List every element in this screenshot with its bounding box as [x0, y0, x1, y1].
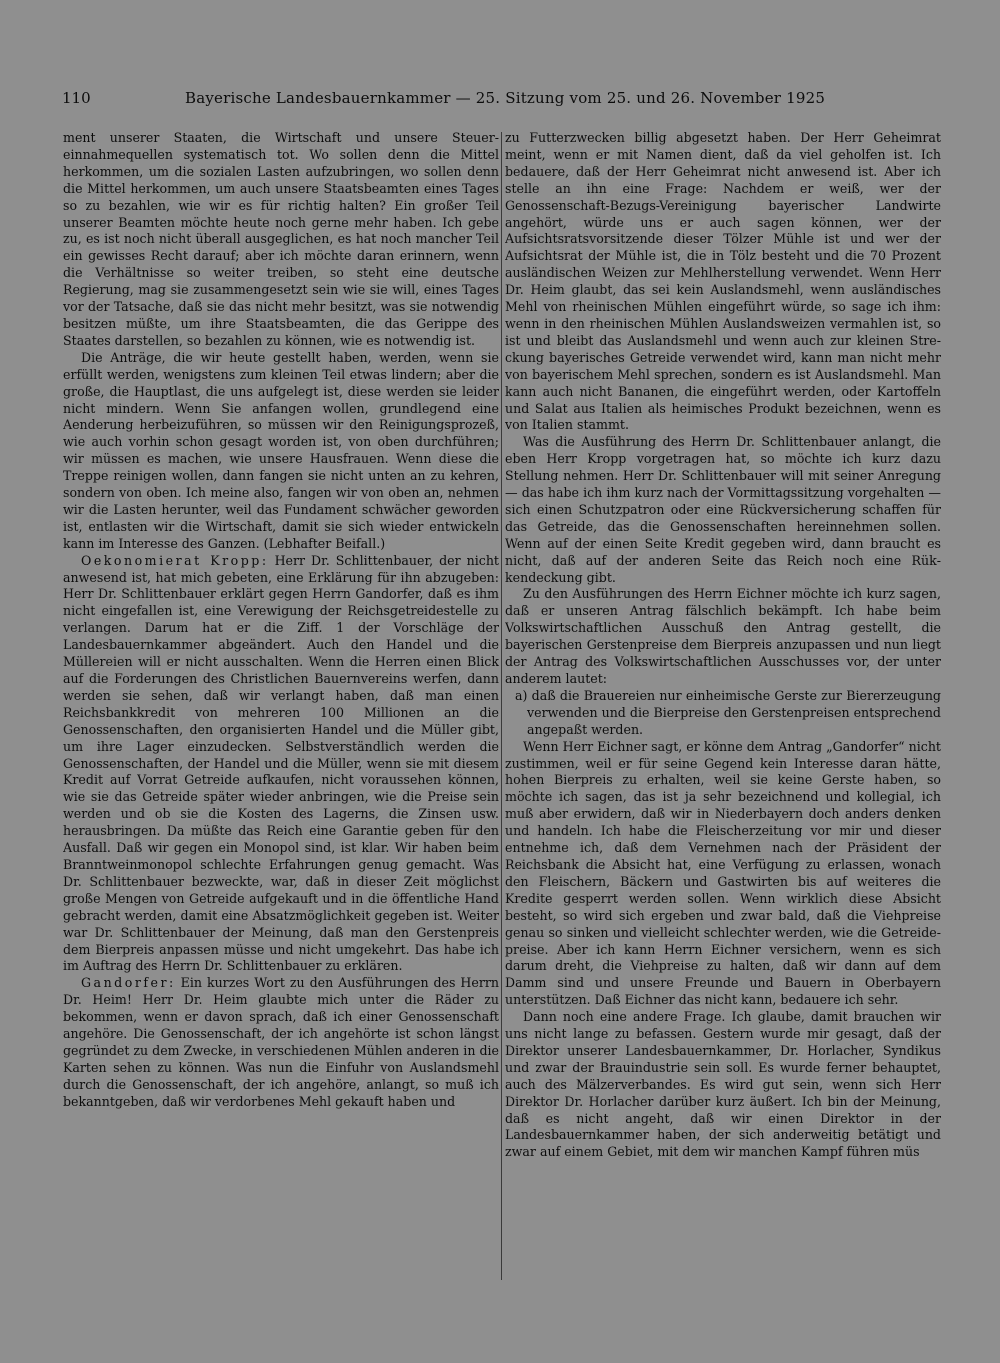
- speaker-name: Oekonomierat Kropp:: [81, 552, 269, 568]
- right-column: [505, 130, 941, 1280]
- speech-paragraph: [63, 975, 499, 1110]
- left-column: [63, 130, 499, 1280]
- paragraph: Die Anträge, die wir heute gestellt haben, werden, wenn sie erfüllt werden, wenigstens zum kleinen Teil etwas lindern; aber die große, die Hauptlast, die uns aufgelegt ist, diese werden sie leider nicht mindern. Wenn Sie anfangen wollen, grundlegend eine Aenderung herbeizuführen, so müssen wir den Reinigungsprozeß, wie auch vorhin schon gesagt worden ist, von oben durchführen; wir müssen es machen, wie unsere Hausfrauen. Wenn diese die Treppe reinigen wollen, dann fangen sie nicht unten an zu kehren, sondern von oben. Ich meine also, fangen wir von oben an, nehmen wir die Lasten herunter, weil das Fundament schwächer geworden ist, entlasten wir die Wirtschaft, damit sie sich wieder entwickeln kann im Interesse des Ganzen. (Lebhafter Beifall.): [63, 349, 499, 551]
- motion-item: a) daß die Brauereien nur einheimische Gerste zur Biererzeugung verwenden und die Bierpreise den Gerstenpreisen entsprechend angepaßt werden.: [515, 687, 941, 737]
- paragraph: Dann noch eine andere Frage. Ich glaube, damit brauchen wir uns nicht lange zu befassen. Gestern wurde mir gesagt, daß der Direktor unserer Landesbauernkammer, Dr. Horlacher, Syndikus und zwar der Brauindustrie sein soll. Es wurde ferner behauptet, auch des Mälzerverbandes. Es wird gut sein, wenn sich Herr Direktor Dr. Horlacher darüber kurz äußert. Ich bin der Meinung, daß es nicht angeht, daß wir einen Direktor in der Landesbauernkammer haben, der sich anderweitig betätigt und zwar auf einem Gebiet, mit dem wir manchen Kampf führen müs: [505, 1009, 941, 1160]
- speech-paragraph: [63, 553, 499, 976]
- running-title: Bayerische Landesbauernkammer — 25. Sitzung vom 25. und 26. November 1925: [185, 89, 826, 107]
- speech-text: Herr Dr. Schlittenbauer, der nicht anwesend ist, hat mich gebeten, eine Erklärung für ihn abzugeben: Herr Dr. Schlittenbauer erklärt gegen Herrn Gandorfer, daß es ihm nicht eingefallen ist, eine Verewigung der Reichsgetreidestelle zu verlangen. Darum hat er die Ziff. 1 der Vorschläge der Landesbauernkammer abgeändert. Auch den Handel und die Müllereien will er nicht ausschalten. Wenn die Herren einen Blick auf die Forderungen des Christlichen Bauernvereins werfen, dann werden sie sehen, daß wir verlangt haben, daß man einen Reichsbankkredit von mehreren 100 Millionen an die Genossenschaften, den organisierten Handel und die Müller gibt, um ihre Lager einzudecken. Selbstverständlich werden die Genossenschaften, der Handel und die Müller, wenn sie mit diesem Kredit auf Vorrat Getreide aufkaufen, nicht voraussehen können, wie sie das Getreide später wieder anbringen, wie die Preise sein werden und ob sie die Kosten des Lagerns, die Zinsen usw. herausbringen. Da müßte das Reich eine Garantie geben für den Ausfall. Daß wir gegen ein Monopol sind, ist klar. Wir haben beim Branntweinmonopol schlechte Erfahrungen genug gemacht. Was Dr. Schlittenbauer bezweckte, war, daß in dieser Zeit möglichst große Mengen von Getreide aufgekauft und in die öffentliche Hand gebracht werden, damit eine Absatzmöglichkeit gegeben ist. Weiter war Dr. Schlittenbauer der Meinung, daß man den Gerstenpreis dem Bierpreis anpassen müsse und nicht umgekehrt. Das habe ich im Auftrag des Herrn Dr. Schlittenbauer zu erklären.: [63, 552, 499, 974]
- paragraph: Was die Ausführung des Herrn Dr. Schlittenbauer anlangt, die eben Herr Kropp vorgetragen hat, so möchte ich kurz dazu Stellung nehmen. Herr Dr. Schlittenbauer will mit seiner Anregung — das habe ich ihm kurz nach der Vormittagssitzung vorgehalten — sich einen Schutzpatron oder eine Rückversicherung schaffen für das Getreide, das die Genossenschaften hereinnehmen sollen. Wenn auf der einen Seite Kredit gegeben wird, dann braucht es nicht, daß auf der anderen Seite das Reich noch eine Rükkendeckung gibt.: [505, 434, 941, 585]
- paragraph: zu Futterzwecken billig abgesetzt haben. Der Herr Geheimrat meint, wenn er mit Namen dient, daß da viel geholfen ist. Ich bedauere, daß der Herr Geheimrat nicht anwesend ist. Aber ich stelle an ihn eine Frage: Nachdem er weiß, wer der Genossenschaft-Bezugs-Vereinigung bayerischer Landwirte angehört, würde uns er auch sagen können, wer der Aufsichtsratsvorsitzende dieser Tölzer Mühle ist und wer der Aufsichtsrat der Mühle ist, die in Tölz besteht und die 70 Prozent ausländischen Weizen zur Mehlherstellung verwendet. Wenn Herr Dr. Heim glaubt, das sei kein Auslandsmehl, wenn ausländisches Mehl von rheinischen Mühlen eingeführt würde, so sage ich ihm: wenn in den rheinischen Mühlen Auslandsweizen vermahlen ist, so ist und bleibt das Auslandsmehl und wenn auch zur kleinen Streckung bayerisches Getreide verwendet wird, kann man nicht mehr von bayerischem Mehl sprechen, sondern es ist Auslandsmehl. Man kann auch nicht Bananen, die eingeführt werden, oder Kartoffeln und Salat aus Italien als heimisches Produkt bezeichnen, wenn es von Italien stammt.: [505, 130, 941, 433]
- paragraph: Zu den Ausführungen des Herrn Eichner möchte ich kurz sagen, daß er unseren Antrag fälschlich bekämpft. Ich habe beim Volkswirtschaftlichen Ausschuß den Antrag gestellt, die bayerischen Gerstenpreise dem Bierpreis anzupassen und nun liegt der Antrag des Volkswirtschaftlichen Ausschusses vor, der unter anderem lautet:: [505, 586, 941, 686]
- speech-text: Ein kurzes Wort zu den Ausführungen des Herrn Dr. Heim! Herr Dr. Heim glaubte mich unter die Räder zu bekommen, wenn er davon sprach, daß ich einer Genossenschaft angehöre. Die Genossenschaft, der ich angehörte ist schon längst gegründet zu dem Zwecke, in verschiedenen Mühlen anderen in die Karten sehen zu können. Was nun die Einfuhr von Auslandsmehl durch die Genossenschaft, der ich angehöre, anlangt, so muß ich bekanntgeben, daß wir verdorbenes Mehl gekauft haben und: [63, 975, 499, 1109]
- speaker-name: Gandorfer:: [81, 975, 176, 991]
- paragraph: ment unserer Staaten, die Wirtschaft und unsere Steuereinnahmequellen systematisch tot. Wo sollen denn die Mittel herkommen, um die sozialen Lasten aufzubringen, wo sollen denn die Mittel herkommen, um auch unsere Staatsbeamten eines Tages so zu bezahlen, wie wir es für richtig halten? Ein großer Teil unserer Beamten möchte heute noch gerne mehr haben. Ich gebe zu, es ist noch nicht überall ausgeglichen, es hat noch mancher Teil ein gewisses Recht darauf; aber ich möchte daran erinnern, wenn die Verhältnisse so weiter treiben, so steht eine deutsche Regierung, mag sie zusammengesetzt sein wie sie will, eines Tages vor der Tatsache, daß sie das nicht mehr besitzt, was sie notwendig besitzen müßte, um ihre Staatsbeamten, die das Gerippe des Staates darstellen, so bezahlen zu können, wie es notwendig ist.: [63, 130, 499, 348]
- column-divider: [501, 132, 502, 1280]
- page-number: 110: [62, 89, 91, 107]
- paragraph: Wenn Herr Eichner sagt, er könne dem Antrag „Gandorfer“ nicht zustimmen, weil er für seine Gegend kein Interesse daran hätte, hohen Bierpreis zu erhalten, weil sie keine Gerste haben, so möchte ich sagen, das ist ja sehr bezeichnend und kollegial, ich muß aber erwidern, daß wir in Niederbayern doch anders denken und handeln. Ich habe die Fleischerzeitung vor mir und dieser entnehme ich, daß dem Vernehmen nach der Präsident der Reichsbank die Absicht hat, eine Verfügung zu erlassen, wonach den Fleischern, Bäckern und Gastwirten bis auf weiteres die Kredite gesperrt werden sollen. Wenn wirklich diese Absicht besteht, so wird sich ergeben und zwar bald, daß die Viehpreise genau so sinken und vielleicht schlechter werden, wie die Getreidepreise. Aber ich kann Herrn Eichner versichern, wenn es sich darum dreht, die Viehpreise zu halten, daß wir dann auf dem Damm sind und unsere Freunde und Bauern in Oberbayern unterstützen. Daß Eichner das nicht kann, bedauere ich sehr.: [505, 738, 941, 1008]
